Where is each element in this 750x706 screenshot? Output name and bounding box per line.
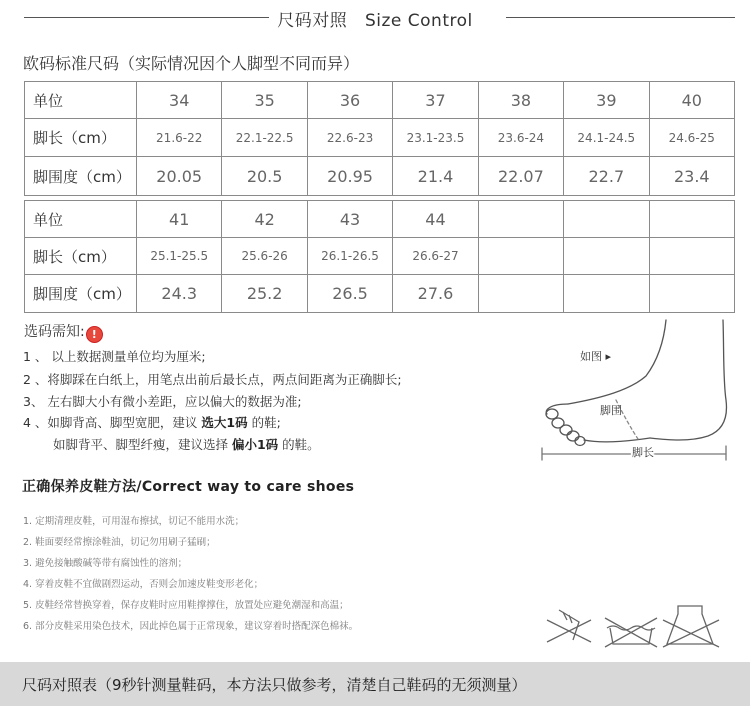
girth-cell: 20.5 bbox=[222, 157, 307, 196]
girth-cell bbox=[564, 275, 649, 313]
toe-icon bbox=[567, 431, 579, 441]
foot-length-cell: 25.6-26 bbox=[222, 238, 307, 275]
foot-length-cell bbox=[564, 238, 649, 275]
size-cell: 38 bbox=[478, 82, 563, 119]
size-table-1 bbox=[24, 81, 735, 196]
care-item: 4. 穿着皮鞋不宜做剧烈运动，否则会加速皮鞋变形老化； bbox=[23, 579, 264, 590]
footer-text: 尺码对照表（9秒针测量鞋码，本方法只做参考，清楚自己鞋码的无须测量） bbox=[22, 676, 527, 694]
note-4-text: 4 、如脚背高、脚型宽肥，建议 bbox=[23, 415, 202, 430]
care-item: 1. 定期清理皮鞋，可用湿布擦拭，切记不能用水洗； bbox=[23, 516, 245, 527]
note-4-tail: 的鞋; bbox=[247, 415, 281, 430]
footer-bar bbox=[0, 662, 750, 706]
diagram-label-girth: 脚围 bbox=[600, 404, 622, 417]
row-label-girth: 脚围度（cm） bbox=[25, 157, 137, 196]
foot-length-cell: 26.6-27 bbox=[393, 238, 478, 275]
foot-length-cell: 25.1-25.5 bbox=[137, 238, 222, 275]
size-cell: 36 bbox=[307, 82, 392, 119]
care-item: 3. 避免接触酸碱等带有腐蚀性的溶剂； bbox=[23, 558, 188, 569]
care-item: 6. 部分皮鞋采用染色技术，因此掉色属于正常现象，建议穿着时搭配深色棉袜。 bbox=[23, 621, 359, 632]
diagram-label-example: 如图 ▸ bbox=[580, 350, 612, 363]
girth-cell: 21.4 bbox=[393, 157, 478, 196]
note-5 bbox=[53, 435, 320, 453]
row-label-foot-length: 脚长（cm） bbox=[25, 119, 137, 157]
note-4 bbox=[23, 413, 281, 431]
row-label-foot-length: 脚长（cm） bbox=[25, 238, 137, 275]
girth-cell: 20.05 bbox=[137, 157, 222, 196]
size-cell: 44 bbox=[393, 201, 478, 238]
foot-length-cell: 22.1-22.5 bbox=[222, 119, 307, 157]
size-cell bbox=[649, 201, 734, 238]
girth-cell: 22.07 bbox=[478, 157, 563, 196]
toe-icon bbox=[560, 425, 572, 435]
note-2: 2 、将脚踩在白纸上，用笔点出前后最长点，两点间距离为正确脚长; bbox=[23, 372, 402, 387]
toe-icon bbox=[575, 437, 585, 446]
size-cell: 35 bbox=[222, 82, 307, 119]
girth-cell: 27.6 bbox=[393, 275, 478, 313]
size-cell: 42 bbox=[222, 201, 307, 238]
note-5-emphasis: 偏小1码 bbox=[231, 437, 279, 452]
table-row-girth bbox=[25, 157, 735, 196]
foot-sole-outline bbox=[584, 438, 650, 442]
note-1: 1 、 以上数据测量单位均为厘米; bbox=[23, 349, 206, 364]
note-4-emphasis: 选大1码 bbox=[201, 415, 248, 430]
no-brush-icon bbox=[547, 610, 591, 642]
size-cell: 40 bbox=[649, 82, 734, 119]
size-cell: 37 bbox=[393, 82, 478, 119]
foot-length-cell: 23.1-23.5 bbox=[393, 119, 478, 157]
girth-cell: 22.7 bbox=[564, 157, 649, 196]
note-5-tail: 的鞋。 bbox=[278, 437, 320, 452]
foot-length-cell: 23.6-24 bbox=[478, 119, 563, 157]
size-cell: 34 bbox=[137, 82, 222, 119]
size-table-2 bbox=[24, 200, 735, 313]
girth-cell bbox=[649, 275, 734, 313]
header-rule-right bbox=[506, 17, 735, 18]
page-title: 尺码对照 Size Control bbox=[277, 11, 473, 31]
diagram-label-length: 脚长 bbox=[632, 446, 654, 459]
toe-icon bbox=[546, 409, 558, 419]
row-label-unit: 单位 bbox=[25, 201, 137, 238]
size-cell: 43 bbox=[307, 201, 392, 238]
row-label-girth: 脚围度（cm） bbox=[25, 275, 137, 313]
care-title: 正确保养皮鞋方法/Correct way to care shoes bbox=[22, 479, 355, 495]
care-item: 2. 鞋面要经常擦涂鞋油，切记勿用刷子猛刷； bbox=[23, 537, 216, 548]
foot-measure-diagram bbox=[540, 318, 736, 464]
care-icons bbox=[543, 600, 721, 650]
row-label-unit: 单位 bbox=[25, 82, 137, 119]
girth-cell: 26.5 bbox=[307, 275, 392, 313]
foot-length-cell: 26.1-26.5 bbox=[307, 238, 392, 275]
foot-length-cell: 24.6-25 bbox=[649, 119, 734, 157]
girth-cell: 20.95 bbox=[307, 157, 392, 196]
size-chart-subtitle: 欧码标准尺码（实际情况因个人脚型不同而异） bbox=[23, 54, 360, 73]
table-row-size bbox=[25, 201, 735, 238]
notes-title bbox=[24, 321, 103, 343]
no-wash-icon bbox=[605, 618, 657, 647]
alert-icon: ! bbox=[86, 326, 103, 343]
table-row-girth bbox=[25, 275, 735, 313]
foot-length-cell: 21.6-22 bbox=[137, 119, 222, 157]
size-cell: 39 bbox=[564, 82, 649, 119]
foot-heel-outline bbox=[650, 320, 726, 440]
foot-length-cell: 22.6-23 bbox=[307, 119, 392, 157]
table-row-size bbox=[25, 82, 735, 119]
notes-title-text: 选码需知: bbox=[24, 324, 85, 340]
foot-length-cell bbox=[478, 238, 563, 275]
no-bleach-icon bbox=[663, 606, 719, 647]
girth-cell bbox=[478, 275, 563, 313]
table-row-foot-length bbox=[25, 119, 735, 157]
foot-length-cell: 24.1-24.5 bbox=[564, 119, 649, 157]
foot-length-cell bbox=[649, 238, 734, 275]
girth-cell: 23.4 bbox=[649, 157, 734, 196]
table-row-foot-length bbox=[25, 238, 735, 275]
size-cell bbox=[564, 201, 649, 238]
note-5-text: 如脚背平、脚型纤瘦，建议选择 bbox=[53, 437, 232, 452]
girth-cell: 25.2 bbox=[222, 275, 307, 313]
note-3: 3、 左右脚大小有微小差距，应以偏大的数据为准; bbox=[23, 394, 302, 409]
size-cell bbox=[478, 201, 563, 238]
care-item: 5. 皮鞋经常替换穿着，保存皮鞋时应用鞋撑撑住，放置处应避免潮湿和高温； bbox=[23, 600, 349, 611]
size-cell: 41 bbox=[137, 201, 222, 238]
girth-cell: 24.3 bbox=[137, 275, 222, 313]
